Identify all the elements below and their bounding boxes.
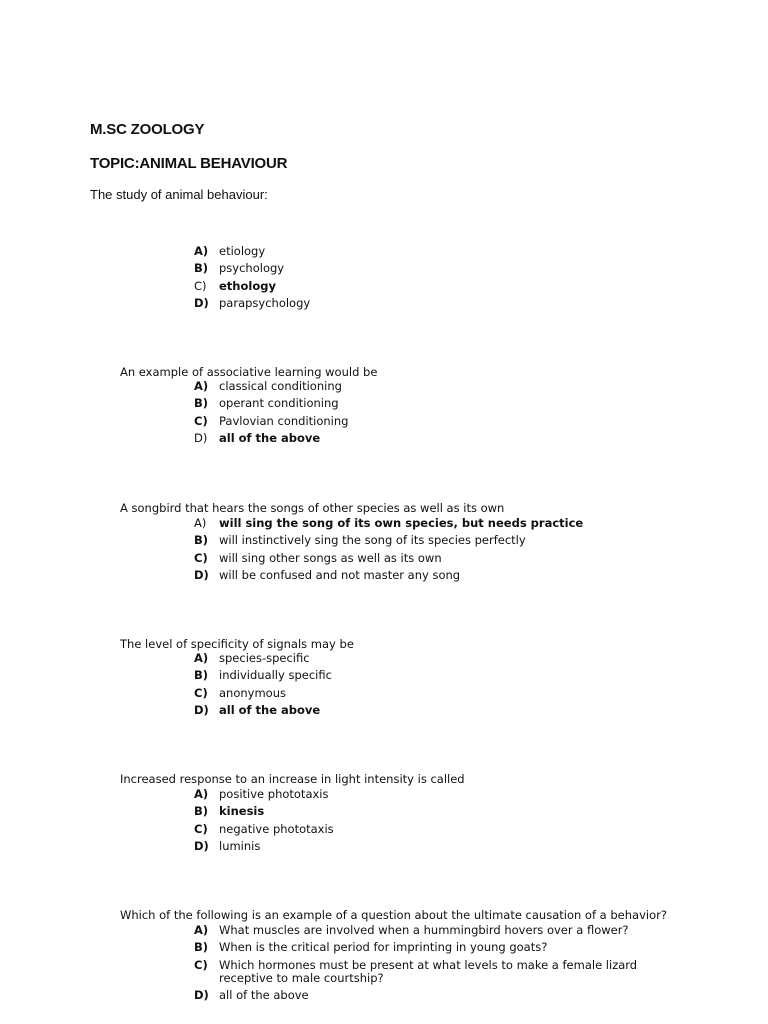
question-3-text: A songbird that hears the songs of other species as well as its own [120, 501, 505, 515]
option-text: What muscles are involved when a hummingbird hovers over a flower? [219, 923, 629, 937]
option-5a [0, 786, 768, 803]
question-4-options [0, 650, 768, 719]
option-5d [0, 838, 768, 855]
option-letter: B) [194, 668, 209, 683]
option-4a [0, 650, 768, 667]
option-letter: D) [194, 567, 209, 582]
option-text: Which hormones must be present at what levels to make a female lizard receptive to male courtship? [219, 957, 638, 985]
option-letter: C) [194, 550, 208, 565]
option-text: classical conditioning [219, 379, 342, 393]
option-4b [0, 667, 768, 684]
question-6-options [0, 922, 768, 1004]
option-text: all of the above [219, 987, 309, 1002]
option-letter: C) [194, 685, 208, 700]
option-text: will sing other songs as well as its own [219, 550, 442, 565]
option-text-answer: all of the above [219, 702, 321, 717]
option-letter: C) [194, 413, 208, 428]
question-1-text: The study of animal behaviour: [90, 187, 268, 202]
option-text: psychology [219, 261, 285, 276]
option-text: operant conditioning [219, 396, 339, 411]
option-text: negative phototaxis [219, 821, 334, 836]
document-title: M.SC ZOOLOGY [90, 121, 205, 138]
question-2-text: An example of associative learning would be [120, 365, 378, 379]
option-letter: B) [194, 261, 209, 276]
option-letter: D) [194, 295, 209, 310]
option-text: luminis [219, 838, 261, 853]
option-3a [0, 515, 768, 532]
option-3b [0, 532, 768, 549]
question-5-text: Increased response to an increase in light intensity is called [120, 772, 465, 786]
option-1c [0, 278, 768, 295]
option-1a [0, 243, 768, 260]
option-letter: B) [194, 804, 209, 819]
option-letter: B) [194, 396, 209, 411]
option-text-answer: all of the above [219, 430, 321, 445]
option-text: parapsychology [219, 295, 311, 310]
option-text: Pavlovian conditioning [219, 413, 349, 428]
question-3-options [0, 515, 768, 584]
option-4c [0, 685, 768, 702]
question-4-text: The level of specificity of signals may be [120, 637, 354, 651]
option-text-answer: kinesis [219, 804, 265, 819]
question-5-options [0, 786, 768, 855]
option-letter: A) [194, 516, 207, 530]
option-1b [0, 260, 768, 277]
option-letter: C) [194, 821, 208, 836]
option-letter: A) [194, 923, 209, 937]
option-text: species-specific [219, 651, 310, 665]
option-text: anonymous [219, 685, 286, 700]
option-text: individually specific [219, 668, 332, 683]
option-letter: D) [194, 702, 209, 717]
option-letter: C) [194, 957, 208, 972]
option-text: will be confused and not master any song [219, 567, 461, 582]
option-letter: A) [194, 651, 209, 665]
option-letter: D) [194, 838, 209, 853]
option-4d [0, 702, 768, 719]
option-2a [0, 378, 768, 395]
option-text: will instinctively sing the song of its species perfectly [219, 533, 526, 548]
option-text: etiology [219, 244, 266, 258]
option-letter: A) [194, 379, 209, 393]
option-6c [0, 957, 768, 987]
question-6-text: Which of the following is an example of a question about the ultimate causation of a behavior? [120, 908, 667, 922]
option-text-answer: ethology [219, 278, 276, 293]
option-5c [0, 821, 768, 838]
option-2b [0, 395, 768, 412]
option-text: positive phototaxis [219, 787, 329, 801]
option-1d [0, 295, 768, 312]
option-letter: D) [194, 987, 209, 1002]
option-3d [0, 567, 768, 584]
option-letter: A) [194, 244, 209, 258]
option-5b [0, 803, 768, 820]
option-letter: B) [194, 940, 209, 955]
option-text: When is the critical period for imprinting in young goats? [219, 940, 548, 955]
option-6b [0, 939, 768, 956]
option-letter: B) [194, 533, 209, 548]
option-text-answer: will sing the song of its own species, but needs practice [219, 516, 584, 530]
option-letter: D) [194, 430, 208, 445]
option-2d [0, 430, 768, 447]
option-6a [0, 922, 768, 939]
topic-heading: TOPIC:ANIMAL BEHAVIOUR [90, 155, 288, 172]
question-2-options [0, 378, 768, 447]
option-letter: C) [194, 278, 207, 293]
question-1-options [0, 243, 768, 312]
option-2c [0, 413, 768, 430]
option-3c [0, 550, 768, 567]
option-letter: A) [194, 787, 209, 801]
option-6d [0, 987, 768, 1004]
